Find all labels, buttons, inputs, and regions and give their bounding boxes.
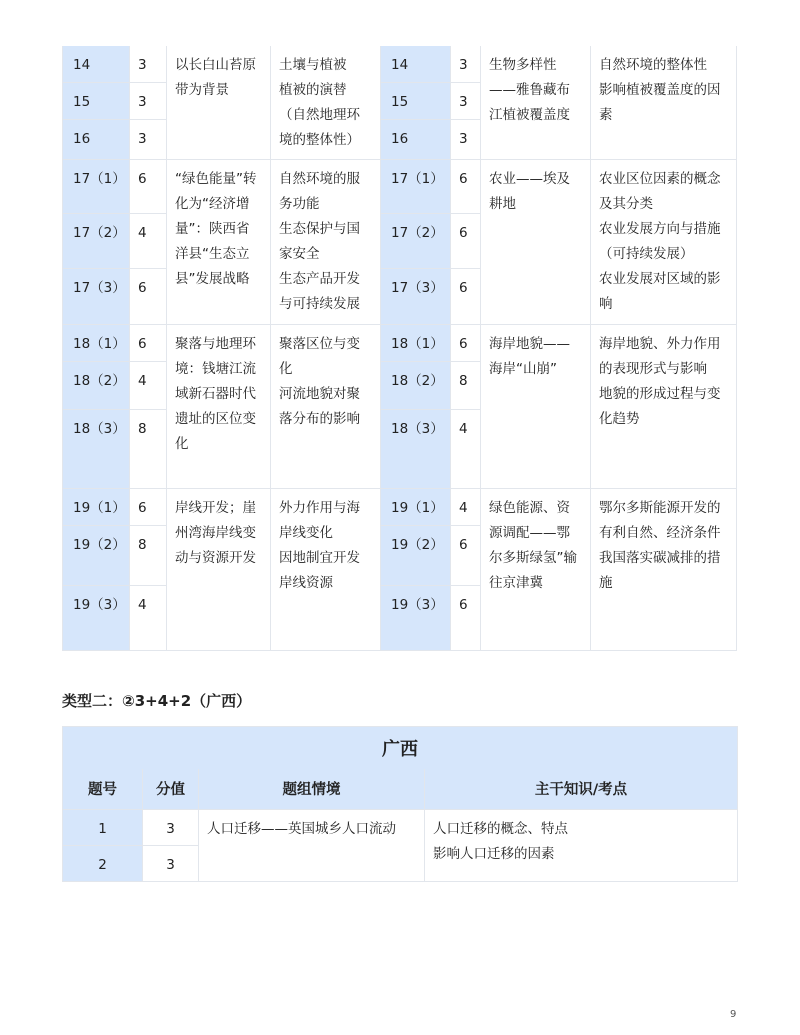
question-number: 19（2） xyxy=(63,525,130,585)
knowledge-cell: 鄂尔多斯能源开发的有利自然、经济条件 我国落实碳减排的措施 xyxy=(591,488,737,650)
knowledge-cell: 人口迁移的概念、特点 影响人口迁移的因素 xyxy=(425,810,738,882)
score: 6 xyxy=(130,159,167,213)
section-heading: 类型二：②3+4+2（广西） xyxy=(62,692,252,710)
knowledge-cell: 外力作用与海岸线变化 因地制宜开发岸线资源 xyxy=(271,488,381,650)
guangxi-table xyxy=(62,726,738,882)
question-number: 19（3） xyxy=(381,585,451,650)
question-number: 18（3） xyxy=(381,409,451,488)
scenario-cell: 绿色能源、资源调配——鄂尔多斯绿氢”输往京津冀 xyxy=(481,488,591,650)
question-number: 15 xyxy=(63,82,130,119)
score: 6 xyxy=(451,268,481,324)
question-number: 17（2） xyxy=(381,213,451,268)
scenario-cell: 农业——埃及耕地 xyxy=(481,159,591,324)
question-number: 15 xyxy=(381,82,451,119)
question-number: 1 xyxy=(63,810,143,846)
score: 6 xyxy=(451,159,481,213)
question-number: 17（2） xyxy=(63,213,130,268)
knowledge-cell: 土壤与植被 植被的演替 （自然地理环境的整体性） xyxy=(271,46,381,159)
score: 4 xyxy=(130,361,167,409)
scenario-cell: “绿色能量”转化为“经济增量”：陕西省洋县“生态立县”发展战略 xyxy=(167,159,271,324)
question-number: 14 xyxy=(63,46,130,82)
score: 6 xyxy=(451,525,481,585)
score: 6 xyxy=(451,585,481,650)
score: 8 xyxy=(130,525,167,585)
question-number: 19（2） xyxy=(381,525,451,585)
question-number: 19（1） xyxy=(381,488,451,525)
question-number: 14 xyxy=(381,46,451,82)
score: 6 xyxy=(130,268,167,324)
question-number: 17（1） xyxy=(381,159,451,213)
score: 4 xyxy=(451,409,481,488)
score: 3 xyxy=(130,82,167,119)
question-number: 16 xyxy=(381,119,451,159)
knowledge-cell: 海岸地貌、外力作用的表现形式与影响 地貌的形成过程与变化趋势 xyxy=(591,324,737,488)
question-number: 19（1） xyxy=(63,488,130,525)
score: 6 xyxy=(130,488,167,525)
knowledge-cell: 农业区位因素的概念及其分类 农业发展方向与措施（可持续发展） 农业发展对区域的影响 xyxy=(591,159,737,324)
score: 6 xyxy=(130,324,167,361)
score: 8 xyxy=(130,409,167,488)
question-number: 18（2） xyxy=(63,361,130,409)
column-header-score: 分值 xyxy=(143,769,199,810)
score: 3 xyxy=(451,119,481,159)
scenario-cell: 生物多样性——雅鲁藏布江植被覆盖度 xyxy=(481,46,591,159)
score: 3 xyxy=(130,119,167,159)
question-number: 2 xyxy=(63,846,143,882)
knowledge-cell: 聚落区位与变化 河流地貌对聚落分布的影响 xyxy=(271,324,381,488)
score: 3 xyxy=(143,846,199,882)
question-number: 17（1） xyxy=(63,159,130,213)
scenario-cell: 人口迁移——英国城乡人口流动 xyxy=(199,810,425,882)
question-number: 17（3） xyxy=(381,268,451,324)
question-number: 18（2） xyxy=(381,361,451,409)
table-title: 广西 xyxy=(63,727,738,769)
column-header-knowledge: 主干知识/考点 xyxy=(425,769,738,810)
question-number: 17（3） xyxy=(63,268,130,324)
score: 8 xyxy=(451,361,481,409)
score: 4 xyxy=(451,488,481,525)
score: 3 xyxy=(130,46,167,82)
scenario-cell: 聚落与地理环境：钱塘江流域新石器时代遗址的区位变化 xyxy=(167,324,271,488)
question-number: 19（3） xyxy=(63,585,130,650)
scenario-cell: 岸线开发；崖州湾海岸线变动与资源开发 xyxy=(167,488,271,650)
knowledge-cell: 自然环境的服务功能 生态保护与国家安全 生态产品开发与可持续发展 xyxy=(271,159,381,324)
question-number: 18（3） xyxy=(63,409,130,488)
page-number: 9 xyxy=(730,1009,737,1020)
column-header-question: 题号 xyxy=(63,769,143,810)
column-header-context: 题组情境 xyxy=(199,769,425,810)
score: 3 xyxy=(451,46,481,82)
score: 3 xyxy=(451,82,481,119)
knowledge-cell: 自然环境的整体性 影响植被覆盖度的因素 xyxy=(591,46,737,159)
question-number: 18（1） xyxy=(381,324,451,361)
exam-comparison-table xyxy=(62,46,737,651)
question-number: 18（1） xyxy=(63,324,130,361)
score: 6 xyxy=(451,213,481,268)
score: 6 xyxy=(451,324,481,361)
score: 4 xyxy=(130,585,167,650)
score: 4 xyxy=(130,213,167,268)
scenario-cell: 海岸地貌——海岸“山崩” xyxy=(481,324,591,488)
score: 3 xyxy=(143,810,199,846)
scenario-cell: 以长白山苔原带为背景 xyxy=(167,46,271,159)
question-number: 16 xyxy=(63,119,130,159)
